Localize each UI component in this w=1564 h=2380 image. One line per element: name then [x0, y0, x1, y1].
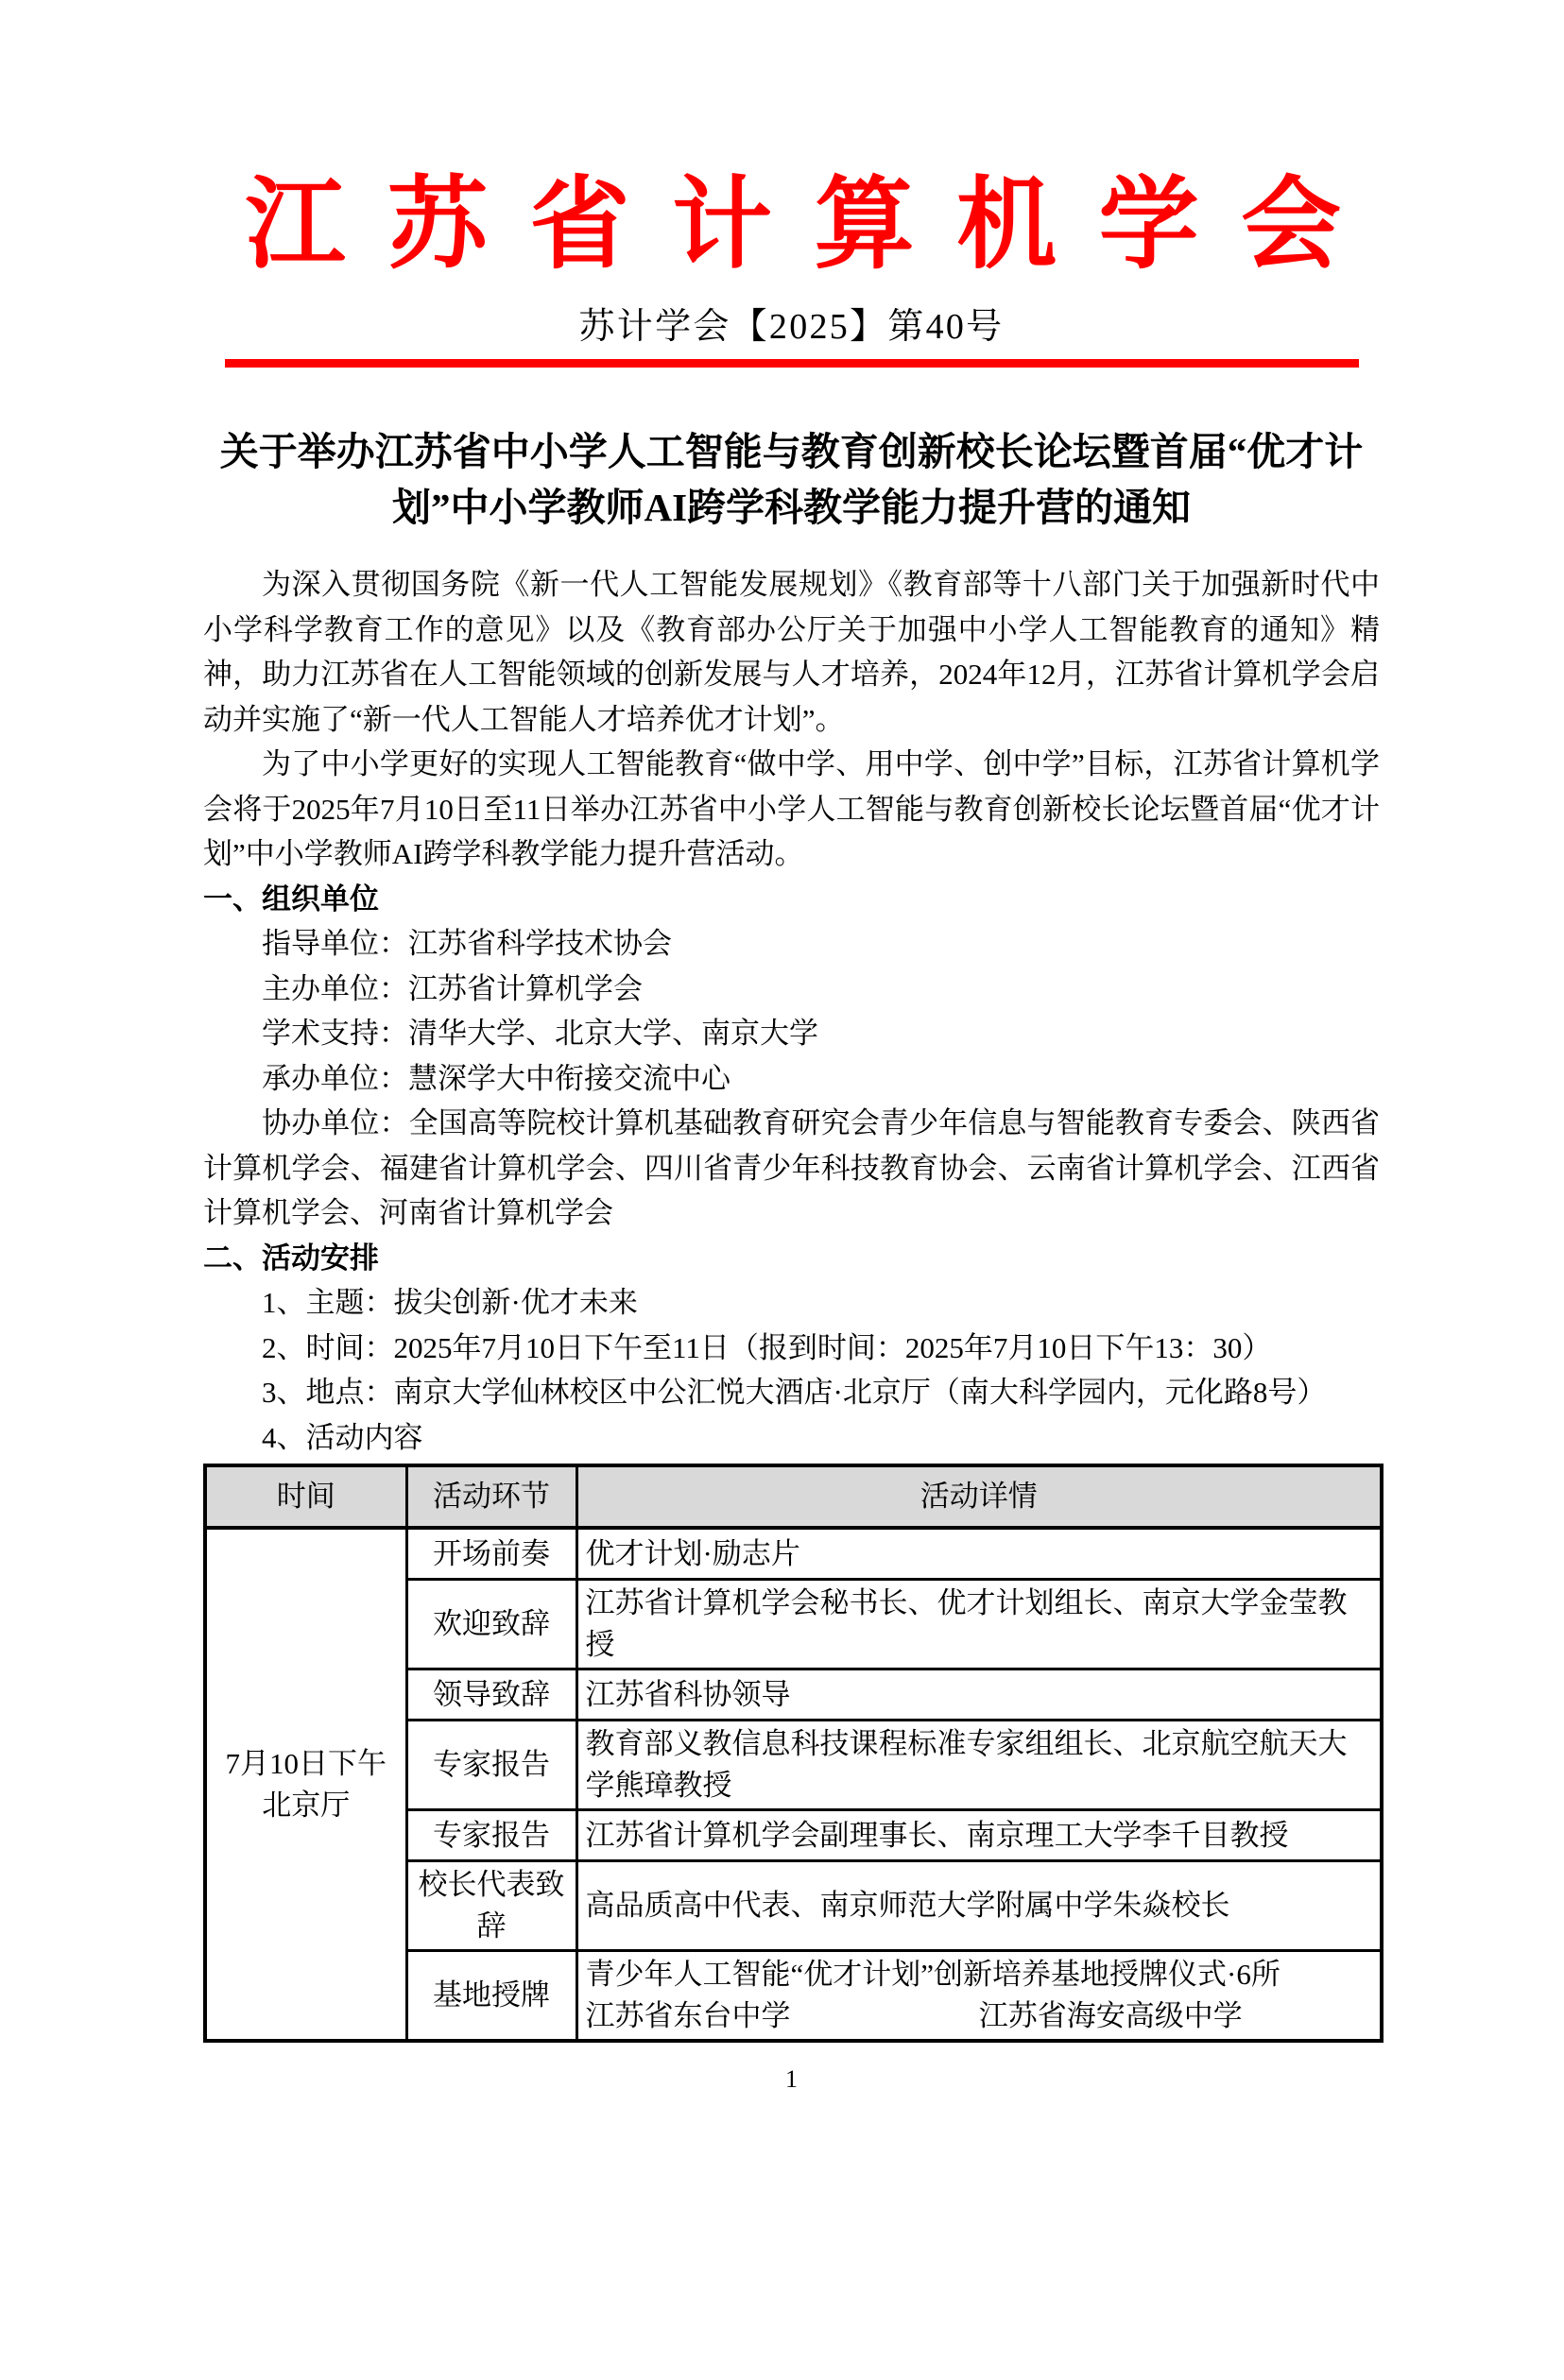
notice-title-line2: 划”中小学教师AI跨学科教学能力提升营的通知: [391, 486, 1192, 529]
time-cell-line1: 7月10日下午: [225, 1746, 387, 1780]
notice-title-line1: 关于举办江苏省中小学人工智能与教育创新校长论坛暨首届“优才计: [219, 430, 1364, 473]
awarded-school-right: 江苏省海安高级中学: [978, 1999, 1243, 2032]
stage-cell: 欢迎致辞: [406, 1580, 576, 1669]
detail-cell: 江苏省计算机学会副理事长、南京理工大学李千目教授: [576, 1810, 1382, 1861]
stage-cell: 专家报告: [406, 1810, 576, 1861]
org-name-header: 江苏省计算机学会: [245, 170, 1384, 281]
detail-cell: 教育部义教信息科技课程标准专家组组长、北京航空航天大学熊璋教授: [576, 1721, 1382, 1810]
section-heading-schedule: 二、活动安排: [203, 1241, 379, 1275]
detail-cell: 优才计划·励志片: [576, 1528, 1382, 1580]
page-number: 1: [785, 2065, 798, 2093]
org-item-coorganizer: 协办单位：全国高等院校计算机基础教育研究会青少年信息与智能教育专委会、陕西省计算机学会、福建省计算机学会、四川省青少年科技教育协会、云南省计算机学会、江西省计算机学会、河南省计算机学会: [203, 1106, 1380, 1229]
schedule-item-content: 4、活动内容: [262, 1420, 423, 1454]
schedule-item-location: 3、地点：南京大学仙林校区中公汇悦大酒店·北京厅（南大科学园内，元化路8号）: [262, 1376, 1327, 1409]
stage-cell: 校长代表致辞: [406, 1861, 576, 1951]
stage-cell: 基地授牌: [406, 1951, 576, 2042]
document-body: [203, 562, 1380, 1460]
detail-line1: 青少年人工智能“优才计划”创新培养基地授牌仪式·6所: [585, 1958, 1280, 1991]
col-header-time: 时间: [205, 1465, 406, 1528]
org-item-guidance: 指导单位：江苏省科学技术协会: [262, 927, 672, 960]
stage-cell: 专家报告: [406, 1721, 576, 1810]
doc-number: 苏计学会【2025】第40号: [578, 307, 1005, 347]
body-paragraph-2: 为了中小学更好的实现人工智能教育“做中学、用中学、创中学”目标，江苏省计算机学会将于2025年7月10日至11日举办江苏省中小学人工智能与教育创新校长论坛暨首届“优才计划”中小学教师AI跨学科教学能力提升营活动。: [203, 747, 1380, 870]
detail-line2: [586, 1995, 1373, 2037]
detail-cell: [576, 1951, 1382, 2042]
red-divider-line: [225, 359, 1359, 368]
section-heading-org: 一、组织单位: [203, 882, 379, 916]
org-item-host: 主办单位：江苏省计算机学会: [262, 971, 643, 1005]
document-page: [0, 170, 1564, 2380]
detail-cell: 高品质高中代表、南京师范大学附属中学朱焱校长: [576, 1861, 1382, 1951]
detail-cell: 江苏省科协领导: [576, 1669, 1382, 1721]
stage-cell: 领导致辞: [406, 1669, 576, 1721]
detail-cell: 江苏省计算机学会秘书长、优才计划组长、南京大学金莹教授: [576, 1580, 1382, 1669]
col-header-stage: 活动环节: [406, 1465, 576, 1528]
org-item-organizer: 承办单位：慧深学大中衔接交流中心: [262, 1061, 730, 1095]
col-header-detail: 活动详情: [576, 1465, 1382, 1528]
stage-cell: 开场前奏: [406, 1528, 576, 1580]
org-item-academic: 学术支持：清华大学、北京大学、南京大学: [262, 1017, 818, 1050]
body-paragraph-1: 为深入贯彻国务院《新一代人工智能发展规划》《教育部等十八部门关于加强新时代中小学科学教育工作的意见》以及《教育部办公厅关于加强中小学人工智能教育的通知》精神，助力江苏省在人工智能领域的创新发展与人才培养，2024年12月，江苏省计算机学会启动并实施了“新一代人工智能人才培养优才计划”。: [203, 568, 1380, 736]
table-row: [205, 1528, 1382, 1580]
notice-title: [203, 424, 1380, 536]
activity-table: [203, 1464, 1384, 2043]
table-header-row: [205, 1465, 1382, 1528]
time-cell: [205, 1528, 406, 2041]
time-cell-line2: 北京厅: [262, 1788, 351, 1822]
schedule-item-theme: 1、主题：拔尖创新·优才未来: [262, 1286, 638, 1319]
schedule-item-time: 2、时间：2025年7月10日下午至11日（报到时间：2025年7月10日下午13：30）: [262, 1330, 1272, 1364]
awarded-school-left: 江苏省东台中学: [585, 1999, 791, 2032]
